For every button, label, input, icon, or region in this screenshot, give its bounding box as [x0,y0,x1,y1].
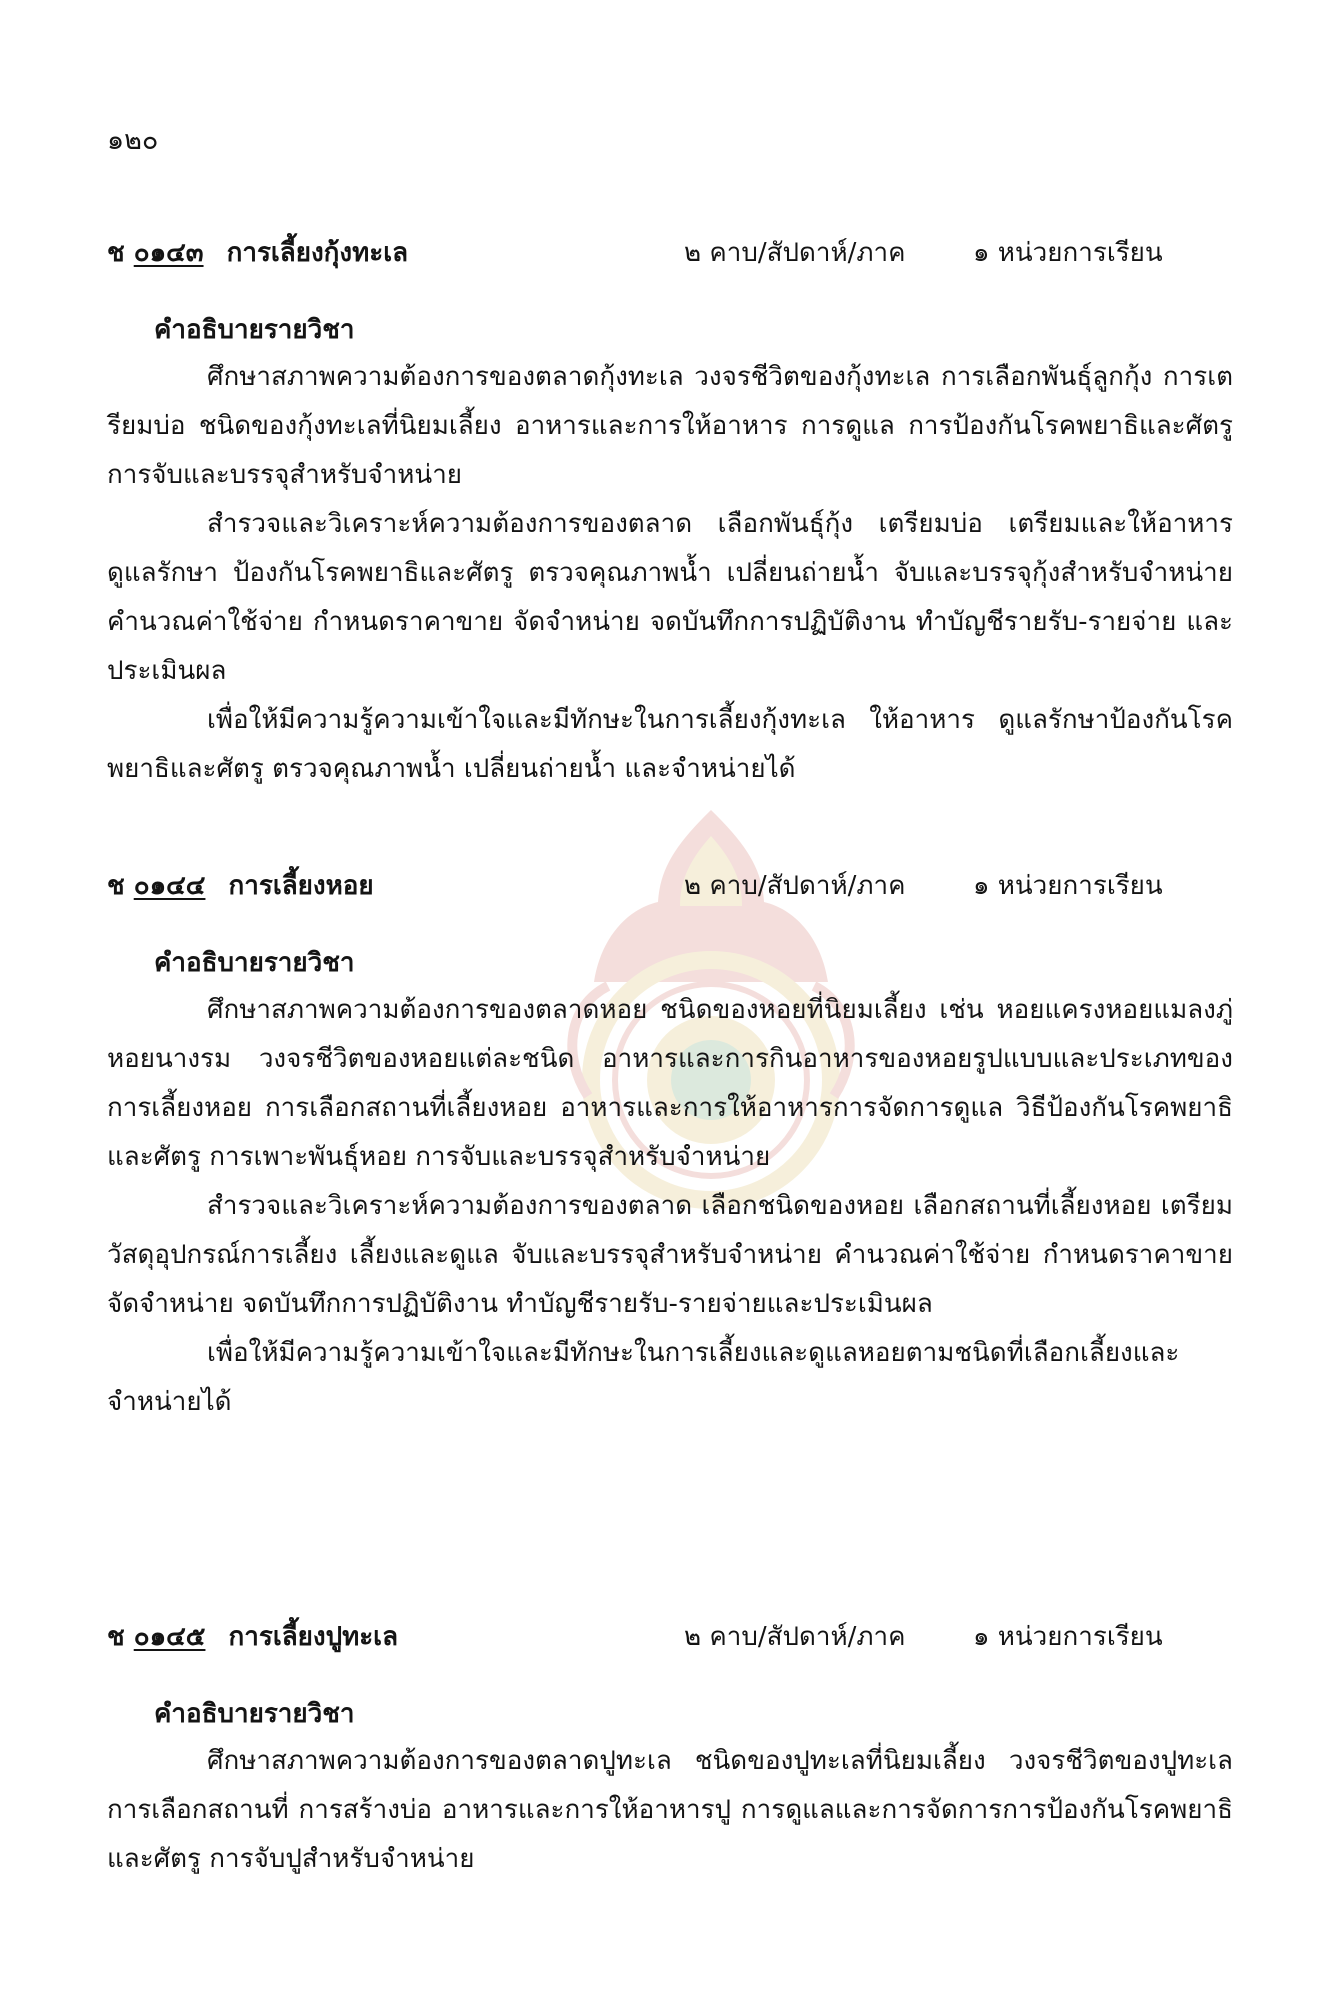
course-hours: ๒ คาบ/สัปดาห์/ภาค [684,1622,906,1652]
description-paragraph: เพื่อให้มีความรู้ความเข้าใจและมีทักษะในการเลี้ยงกุ้งทะเล ให้อาหาร ดูแลรักษาป้องกันโรคพยาธิและศัตรู ตรวจคุณภาพน้ำ เปลี่ยนถ่ายน้ำ และจำหน่ายได้ [107,705,1233,784]
course-0143 [107,229,1233,794]
course-header [107,862,1233,914]
course-code [107,1613,398,1662]
course-code-prefix: ช [107,1622,125,1652]
course-code-prefix: ช [107,871,125,901]
course-code-number: ๐๑๔๔ [133,871,206,901]
description-heading: คำอธิบายรายวิชา [154,1699,355,1729]
course-header [107,1613,1233,1665]
course-0144 [107,862,1233,1427]
course-header [107,229,1233,281]
description-paragraph: เพื่อให้มีความรู้ความเข้าใจและมีทักษะในการเลี้ยงและดูแลหอยตามชนิดที่เลือกเลี้ยงและจำหน่ายได้ [107,1338,1180,1417]
description-paragraph: ศึกษาสภาพความต้องการของตลาดกุ้งทะเล วงจรชีวิตของกุ้งทะเล การเลือกพันธุ์ลูกกุ้ง การเตรียมบ่อ ชนิดของกุ้งทะเลที่นิยมเลี้ยง อาหารและการให้อาหาร การดูแล การป้องกันโรคพยาธิและศัตรู การจับและบรรจุสำหรับจำหน่าย [107,362,1233,490]
course-title: การเลี้ยงปูทะเล [228,1622,398,1652]
course-credits: ๑ หน่วยการเรียน [973,871,1163,901]
course-credits: ๑ หน่วยการเรียน [973,238,1163,268]
description-heading: คำอธิบายรายวิชา [154,948,355,978]
course-code-prefix: ช [107,238,125,268]
page-number: ๑๒๐ [107,125,159,156]
course-credits: ๑ หน่วยการเรียน [973,1622,1163,1652]
course-title: การเลี้ยงกุ้งทะเล [226,238,409,268]
course-title: การเลี้ยงหอย [228,871,374,901]
course-code [107,862,374,911]
course-code-number: ๐๑๔๕ [133,1622,206,1652]
course-hours: ๒ คาบ/สัปดาห์/ภาค [684,871,906,901]
course-0145 [107,1613,1233,1884]
description-heading: คำอธิบายรายวิชา [154,315,355,345]
course-hours: ๒ คาบ/สัปดาห์/ภาค [684,238,906,268]
description-paragraph: ศึกษาสภาพความต้องการของตลาดหอย ชนิดของหอยที่นิยมเลี้ยง เช่น หอยแครงหอยแมลงภู่ หอยนางรม วงจรชีวิตของหอยแต่ละชนิด อาหารและการกินอาหารของหอยรูปแบบและประเภทของการเลี้ยงหอย การเลือกสถานที่เลี้ยงหอย อาหารและการให้อาหารการจัดการดูแล วิธีป้องกันโรคพยาธิและศัตรู การเพาะพันธุ์หอย การจับและบรรจุสำหรับจำหน่าย [107,995,1233,1172]
course-code-number: ๐๑๔๓ [133,238,204,268]
description-paragraph: สำรวจและวิเคราะห์ความต้องการของตลาด เลือกชนิดของหอย เลือกสถานที่เลี้ยงหอย เตรียมวัสดุอุปกรณ์การเลี้ยง เลี้ยงและดูแล จับและบรรจุสำหรับจำหน่าย คำนวณค่าใช้จ่าย กำหนดราคาขาย จัดจำหน่าย จดบันทึกการปฏิบัติงาน ทำบัญชีรายรับ-รายจ่ายและประเมินผล [107,1191,1233,1319]
description-paragraph: ศึกษาสภาพความต้องการของตลาดปูทะเล ชนิดของปูทะเลที่นิยมเลี้ยง วงจรชีวิตของปูทะเล การเลือกสถานที่ การสร้างบ่อ อาหารและการให้อาหารปู การดูแลและการจัดการการป้องกันโรคพยาธิและศัตรู การจับปูสำหรับจำหน่าย [107,1746,1233,1874]
description-paragraph: สำรวจและวิเคราะห์ความต้องการของตลาด เลือกพันธุ์กุ้ง เตรียมบ่อ เตรียมและให้อาหาร ดูแลรักษา ป้องกันโรคพยาธิและศัตรู ตรวจคุณภาพน้ำ เปลี่ยนถ่ายน้ำ จับและบรรจุกุ้งสำหรับจำหน่าย คำนวณค่าใช้จ่าย กำหนดราคาขาย จัดจำหน่าย จดบันทึกการปฏิบัติงาน ทำบัญชีรายรับ-รายจ่าย และประเมินผล [107,509,1233,686]
course-code [107,229,408,278]
